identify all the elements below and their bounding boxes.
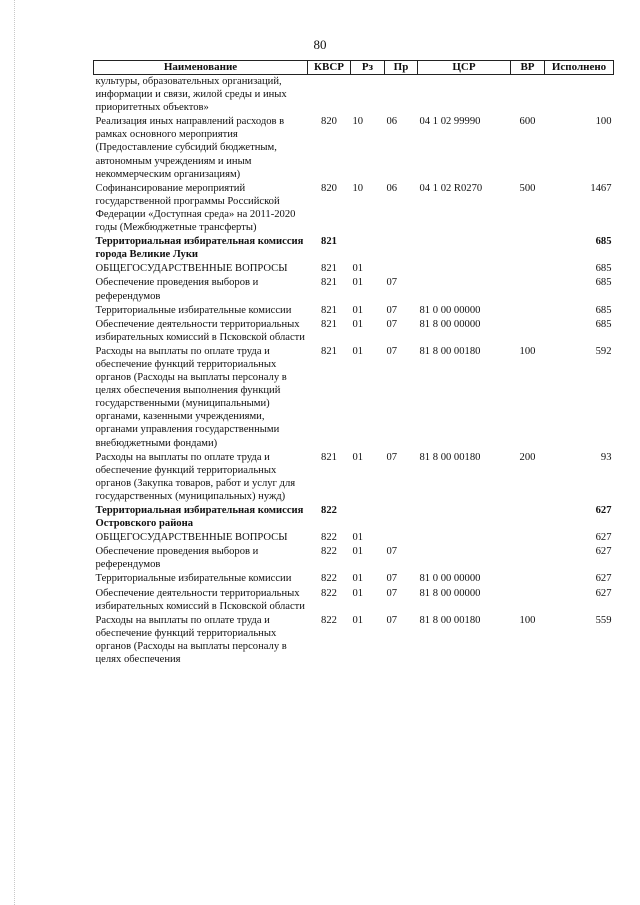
header-rz: Рз (351, 61, 385, 75)
cell-name: культуры, образовательных организаций, информации и связи, жилой среды и иных приоритетных объектов» (95, 76, 287, 114)
cell-name: Софинансирование мероприятий государственной программы Российской Федерации «Доступная среда» на 2011-2020 годы (Межбюджетные трансферты) (95, 182, 296, 234)
cell-csr: 81 8 00 00180 (419, 451, 481, 463)
cell-vr: 500 (519, 182, 536, 194)
table-row (94, 182, 614, 235)
cell-rz: 01 (352, 451, 364, 463)
cell-csr: 81 0 00 00000 (419, 573, 481, 585)
cell-kvsr: 822 (321, 614, 337, 626)
cell-done: 592 (595, 345, 612, 357)
cell-done: 559 (595, 614, 612, 626)
cell-pr: 07 (386, 277, 398, 289)
cell-name: Обеспечение проведения выборов и референдумов (95, 277, 259, 302)
cell-csr: 04 1 02 R0270 (419, 182, 483, 194)
cell-csr: 04 1 02 99990 (419, 116, 481, 128)
cell-name: Реализация иных направлений расходов в рамках основного мероприятия (Предоставление субсидий бюджетным, автономным учреждениям и иным некоммерческим организациям) (95, 116, 285, 180)
cell-kvsr: 820 (321, 116, 337, 128)
cell-vr: 600 (519, 116, 536, 128)
cell-pr: 07 (386, 587, 398, 599)
cell-csr (418, 504, 511, 531)
budget-table (93, 60, 614, 667)
cell-name: Территориальная избирательная комиссия Островского района (95, 505, 304, 530)
cell-vr (511, 235, 545, 262)
cell-pr (385, 75, 418, 116)
cell-pr: 07 (386, 345, 398, 357)
cell-vr (511, 75, 545, 116)
cell-pr (385, 504, 418, 531)
table-row (94, 115, 614, 181)
table-row (94, 614, 614, 667)
cell-kvsr: 822 (321, 532, 337, 544)
cell-name: Обеспечение деятельности территориальных избирательных комиссий в Псковской области (95, 318, 305, 343)
cell-kvsr: 821 (321, 318, 337, 330)
cell-csr: 81 0 00 00000 (419, 304, 481, 316)
cell-name: Территориальная избирательная комиссия города Великие Луки (95, 236, 304, 261)
cell-vr (511, 504, 545, 531)
cell-kvsr: 821 (321, 277, 337, 289)
table-row (94, 304, 614, 318)
cell-done: 100 (595, 116, 612, 128)
table-row (94, 572, 614, 586)
cell-csr: 81 8 00 00180 (419, 345, 481, 357)
cell-pr (385, 262, 418, 276)
cell-csr (418, 545, 511, 572)
cell-pr: 07 (386, 546, 398, 558)
cell-pr (385, 235, 418, 262)
table-row (94, 276, 614, 303)
table-row (94, 531, 614, 545)
table-row-organization (94, 235, 614, 262)
table-row (94, 75, 614, 116)
cell-pr: 07 (386, 304, 398, 316)
cell-done: 627 (595, 532, 612, 544)
cell-vr (511, 318, 545, 345)
header-done: Исполнено (545, 61, 614, 75)
cell-done: 627 (595, 573, 612, 585)
page-number: 80 (313, 37, 327, 52)
cell-csr: 81 8 00 00180 (419, 614, 481, 626)
cell-kvsr: 821 (321, 236, 337, 248)
cell-kvsr: 821 (321, 263, 337, 275)
cell-pr: 06 (386, 116, 398, 128)
header-pr: Пр (385, 61, 418, 75)
cell-rz: 01 (352, 587, 364, 599)
cell-csr (418, 276, 511, 303)
cell-done: 1467 (590, 182, 612, 194)
cell-vr (511, 262, 545, 276)
table-header-row (94, 61, 614, 75)
table-row (94, 345, 614, 451)
cell-name: Обеспечение проведения выборов и референдумов (95, 546, 259, 571)
cell-rz (351, 504, 385, 531)
cell-vr (511, 545, 545, 572)
cell-name: Расходы на выплаты по оплате труда и обеспечение функций территориальных органов (Расходы на выплаты персоналу в целях обеспечения выполнения функций государственными (муниципальными) органами, казенными учреждениями, органами управления государственными внебюджетными фондами) (95, 345, 287, 449)
cell-pr: 07 (386, 573, 398, 585)
table-row (94, 545, 614, 572)
cell-kvsr: 820 (321, 182, 337, 194)
header-kvsr: КВСР (308, 61, 351, 75)
cell-csr: 81 8 00 00000 (419, 587, 481, 599)
cell-name: Расходы на выплаты по оплате труда и обеспечение функций территориальных органов (Расходы на выплаты персоналу в целях обеспечения (95, 614, 287, 666)
header-name: Наименование (94, 61, 308, 75)
header-csr: ЦСР (418, 61, 511, 75)
cell-rz: 01 (352, 263, 364, 275)
cell-rz: 01 (352, 614, 364, 626)
table-row-organization (94, 504, 614, 531)
cell-csr (418, 262, 511, 276)
cell-kvsr: 821 (321, 345, 337, 357)
table-row (94, 318, 614, 345)
cell-pr (385, 531, 418, 545)
cell-done: 685 (595, 236, 612, 248)
cell-vr (511, 531, 545, 545)
table-row (94, 262, 614, 276)
cell-pr: 07 (386, 614, 398, 626)
cell-rz: 10 (352, 182, 364, 194)
cell-rz: 10 (352, 116, 364, 128)
cell-done: 627 (595, 546, 612, 558)
cell-rz: 01 (352, 546, 364, 558)
cell-pr: 07 (386, 451, 398, 463)
cell-csr: 81 8 00 00000 (419, 318, 481, 330)
cell-rz: 01 (352, 318, 364, 330)
cell-rz (351, 75, 385, 116)
cell-pr: 07 (386, 318, 398, 330)
scan-margin-line (14, 0, 15, 905)
cell-done: 685 (595, 304, 612, 316)
cell-name: Расходы на выплаты по оплате труда и обеспечение функций территориальных органов (Закупка товаров, работ и услуг для государственных (муниципальных) нужд) (95, 451, 296, 502)
cell-done: 93 (600, 451, 612, 463)
cell-vr: 100 (519, 345, 536, 357)
cell-kvsr: 821 (321, 451, 337, 463)
cell-rz: 01 (352, 277, 364, 289)
cell-kvsr: 822 (321, 505, 337, 516)
cell-rz: 01 (352, 345, 364, 357)
cell-vr: 200 (519, 451, 536, 463)
cell-kvsr: 822 (321, 573, 337, 585)
cell-rz (351, 235, 385, 262)
table-row (94, 451, 614, 504)
cell-done: 685 (595, 263, 612, 275)
cell-name: Территориальные избирательные комиссии (95, 304, 292, 316)
cell-done (545, 75, 614, 116)
cell-kvsr (308, 75, 351, 116)
cell-vr: 100 (519, 614, 536, 626)
cell-kvsr: 822 (321, 587, 337, 599)
cell-pr: 06 (386, 182, 398, 194)
cell-name: ОБЩЕГОСУДАРСТВЕННЫЕ ВОПРОСЫ (95, 263, 288, 275)
cell-vr (511, 587, 545, 614)
cell-vr (511, 572, 545, 586)
cell-rz: 01 (352, 304, 364, 316)
cell-name: ОБЩЕГОСУДАРСТВЕННЫЕ ВОПРОСЫ (95, 532, 288, 544)
cell-csr (418, 531, 511, 545)
cell-done: 627 (595, 505, 612, 516)
cell-vr (511, 276, 545, 303)
cell-done: 627 (595, 587, 612, 599)
table-row (94, 587, 614, 614)
header-vr: ВР (511, 61, 545, 75)
cell-rz: 01 (352, 573, 364, 585)
cell-csr (418, 235, 511, 262)
cell-csr (418, 75, 511, 116)
cell-vr (511, 304, 545, 318)
cell-kvsr: 822 (321, 546, 337, 558)
cell-name: Территориальные избирательные комиссии (95, 573, 292, 585)
table-body (94, 75, 614, 668)
cell-done: 685 (595, 318, 612, 330)
cell-rz: 01 (352, 532, 364, 544)
cell-name: Обеспечение деятельности территориальных избирательных комиссий в Псковской области (95, 587, 305, 612)
cell-kvsr: 821 (321, 304, 337, 316)
cell-done: 685 (595, 277, 612, 289)
